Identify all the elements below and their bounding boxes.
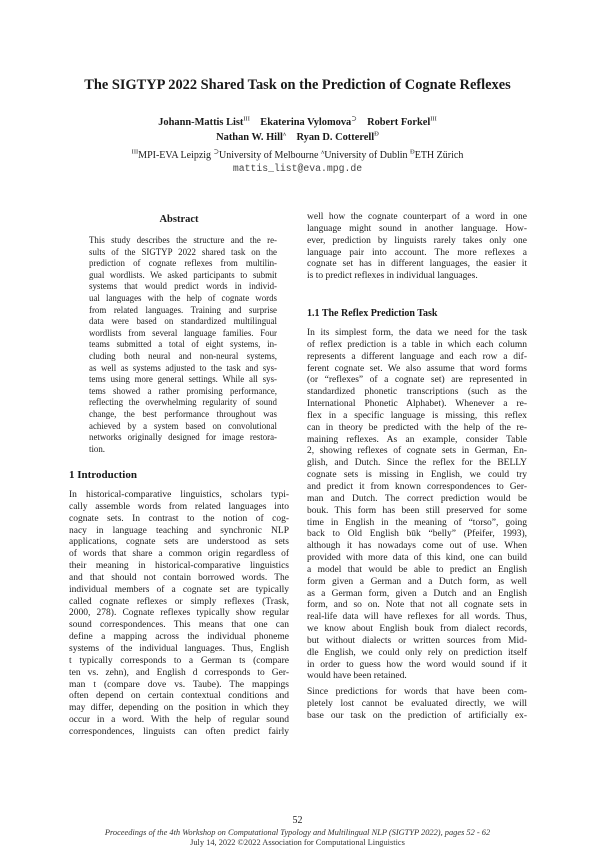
text-line: applications, cognate sets are understood as sets bbox=[69, 537, 289, 548]
text-line: (or “reflexes” of a cognate set) are represented in bbox=[307, 375, 527, 386]
footer-date: July 14, 2022 ©2022 Association for Computational Linguistics bbox=[190, 838, 405, 847]
text-line: In historical-comparative linguistics, scholars typi- bbox=[69, 490, 289, 500]
section-heading-introduction: 1 Introduction bbox=[69, 469, 137, 481]
text-line: can in theory be predicted with the help of the re- bbox=[307, 422, 527, 433]
text-line: ten vs. zehn), and English d corresponds to Ger- bbox=[69, 667, 289, 678]
text-line: change, the best performance throughout was bbox=[89, 408, 277, 419]
text-line: man t (compare dove vs. Taube). The mappings bbox=[69, 679, 289, 690]
text-line: systems of the individual languages. Thus, English bbox=[69, 643, 289, 654]
text-line: cally assemble words from related languages into bbox=[69, 501, 289, 512]
affiliation-name: MPI-EVA Leipzig bbox=[138, 150, 212, 162]
text-line: data were based on standardized multilingual bbox=[89, 316, 277, 327]
text-line: occur in a word. With the help of regular sound bbox=[69, 715, 289, 726]
author-affiliation-mark: III bbox=[430, 116, 437, 123]
text-line: tems showed a rather promising performance, bbox=[89, 385, 277, 396]
affiliation-mark: ⊃ bbox=[213, 149, 219, 156]
text-line: nacy in language teaching and synchronic NLP bbox=[69, 525, 289, 536]
text-line: correspondences, linguists can often predict fairly bbox=[69, 726, 289, 737]
text-line: ferent cognate set. We also assume that word forms bbox=[307, 363, 527, 374]
text-line: and predict it from known correspondences to Ger- bbox=[307, 481, 527, 492]
text-line: would have been retained. bbox=[307, 671, 407, 682]
text-line: cognate sets is missing in English, we could try bbox=[307, 470, 527, 481]
page-number: 52 bbox=[292, 815, 303, 826]
text-line: reflecting the overwhelming regularity of sound bbox=[89, 397, 277, 408]
text-line: sound correspondences. This means that one can bbox=[69, 620, 289, 631]
author-name: Nathan W. Hill bbox=[216, 132, 283, 144]
text-line: may differ, depending on the position in which they bbox=[69, 703, 289, 714]
text-line: is to predict reflexes in individual languages. bbox=[307, 271, 478, 282]
author-affiliation-mark: Ɖ bbox=[374, 131, 379, 138]
subsection-heading-reflex-task: 1.1 The Reflex Prediction Task bbox=[307, 308, 438, 319]
text-line: but without dialects or written sources from Mid- bbox=[307, 635, 527, 646]
affiliation-name: University of Dublin bbox=[324, 150, 408, 162]
affiliation-name: University of Melbourne bbox=[219, 150, 319, 162]
text-line: cognate sets. In contrast to the notion of cog- bbox=[69, 513, 289, 524]
text-line: well how the cognate counterpart of a word in one bbox=[307, 212, 527, 222]
paper-title: The SIGTYP 2022 Shared Task on the Prediction of Cognate Reflexes bbox=[84, 77, 511, 93]
author-affiliation-mark: ʌ bbox=[282, 131, 287, 138]
text-line: In its simplest form, the data we need for the task bbox=[307, 328, 527, 338]
text-line: standardized phonetic transcriptions (such as the bbox=[307, 387, 527, 398]
text-line: called cognate reflexes or simply reflexes (Trask, bbox=[69, 596, 289, 607]
text-line: wordlists from several language families. Four bbox=[89, 327, 277, 338]
contact-email[interactable]: mattis_list@eva.mpg.de bbox=[232, 163, 363, 174]
text-line: tems using more general settings. While all sys- bbox=[89, 374, 277, 385]
author-name: Johann-Mattis List bbox=[158, 117, 244, 129]
right-column-intro-continued bbox=[307, 212, 527, 283]
text-line: their meaning in historical-comparative linguistics bbox=[69, 561, 289, 572]
text-line: real-life data will have reflexes for all words. Thus, bbox=[307, 612, 527, 623]
text-line: a model that would be able to predict an English bbox=[307, 564, 527, 575]
text-line: dle English, we could only rely on prediction itself bbox=[307, 647, 527, 658]
text-line: teams submitted a total of eight systems, in- bbox=[89, 339, 277, 350]
author-affiliation-mark: III bbox=[243, 116, 250, 123]
text-line: t typically corresponds to a German ts (compare bbox=[69, 655, 289, 666]
text-line: 2, showing reflexes of cognate sets in German, En- bbox=[307, 446, 527, 457]
text-line: as well as systems adjusted to the task and sys- bbox=[89, 362, 277, 373]
text-line: from related languages. Training and surprise bbox=[89, 304, 277, 315]
text-line: often depend on certain contextual conditions and bbox=[69, 691, 289, 702]
text-line: flex in a specific language is missing, this reflex bbox=[307, 410, 527, 421]
introduction-body bbox=[69, 490, 289, 739]
text-line: man and Dutch. The correct prediction would be bbox=[307, 493, 527, 504]
text-line: achieved by a system based on convolutional bbox=[89, 420, 277, 431]
text-line: define a mapping across the individual phoneme bbox=[69, 632, 289, 643]
text-line: we know about English bouk from dialect records, bbox=[307, 624, 527, 635]
text-line: provided with more data of this kind, one can build bbox=[307, 553, 527, 564]
text-line: tion. bbox=[89, 443, 106, 454]
text-line: ever, prediction by linguists rarely takes only one bbox=[307, 235, 527, 246]
author-list-2 bbox=[216, 132, 379, 143]
text-line: glish, and Dutch. Since the reflex for the BELLY bbox=[307, 458, 527, 469]
text-line: language might sound in another language. How- bbox=[307, 223, 527, 234]
text-line: cluding both neural and non-neural systems, bbox=[89, 350, 277, 361]
text-line: represents a different language and each row a dif- bbox=[307, 351, 527, 362]
affiliation-mark: Ɖ bbox=[410, 149, 415, 156]
text-line: of words that share a common origin regardless of bbox=[69, 549, 289, 560]
affiliations bbox=[0, 148, 595, 161]
text-line: This study describes the structure and the re- bbox=[89, 235, 277, 245]
text-line: back to Old English būk “belly” (Pfeifer, 1993), bbox=[307, 529, 527, 540]
text-line: and that should not contain borrowed words. The bbox=[69, 572, 289, 583]
text-line: ual languages with the help of cognate words bbox=[89, 292, 277, 303]
text-line: in order to guess how the word would sound if it bbox=[307, 659, 527, 670]
text-line: of reflex prediction is a table in which each column bbox=[307, 339, 527, 350]
text-line: maining reflexes. As an example, consider Table bbox=[307, 434, 527, 445]
affiliation-list bbox=[132, 150, 464, 161]
abstract-heading: Abstract bbox=[159, 214, 199, 225]
text-line: 2000, 278). Cognate reflexes typically show regular bbox=[69, 608, 289, 619]
author-name: Ryan D. Cotterell bbox=[296, 132, 375, 144]
text-line: although it has nowadays come out of use. When bbox=[307, 541, 527, 552]
author-name: Robert Forkel bbox=[367, 117, 431, 129]
text-line: systems that would predict words in individ- bbox=[89, 281, 277, 292]
text-line: language pair into account. The more reflexes a bbox=[307, 247, 527, 258]
affiliation-mark: ʌ bbox=[320, 149, 325, 156]
text-line: gual wordlists. We asked participants to submit bbox=[89, 269, 277, 280]
text-line: Since predictions for words that have been com- bbox=[307, 687, 527, 697]
affiliation-mark: III bbox=[131, 149, 139, 156]
text-line: bouk. This form has been still preserved for some bbox=[307, 505, 527, 516]
text-line: prediction of cognate reflexes from multilin- bbox=[89, 258, 277, 269]
authors-line-1 bbox=[0, 115, 595, 128]
text-line: form, and so on. Note that not all cognate sets in bbox=[307, 600, 527, 611]
text-line: as a German form, given a Dutch and an English bbox=[307, 588, 527, 599]
text-line: form given a German and a Dutch form, as well bbox=[307, 576, 527, 587]
text-line: time in English in the meaning of “torso”, going bbox=[307, 517, 527, 528]
text-line: sults of the SIGTYP 2022 shared task on the bbox=[89, 246, 277, 257]
authors-line-2 bbox=[0, 131, 595, 143]
footer-proceedings: Proceedings of the 4th Workshop on Computational Typology and Multilingual NLP (SIGTYP 2022), pages 52 - 62 bbox=[104, 828, 491, 837]
reflex-task-body-para2 bbox=[307, 687, 527, 723]
text-line: pletely lost cannot be evaluated directly, we will bbox=[307, 698, 527, 709]
author-list-1 bbox=[158, 117, 437, 128]
author-name: Ekaterina Vylomova bbox=[260, 117, 352, 129]
abstract-body bbox=[89, 235, 277, 455]
reflex-task-body bbox=[307, 328, 527, 683]
text-line: networks originally designed for image restora- bbox=[89, 432, 277, 443]
author-affiliation-mark: ⊃ bbox=[351, 116, 357, 123]
affiliation-name: ETH Zürich bbox=[414, 150, 464, 162]
text-line: International Phonetic Alphabet). Whenever a re- bbox=[307, 399, 527, 410]
text-line: cognate set has in different languages, the easier it bbox=[307, 259, 527, 270]
text-line: individual members of a cognate set are typically bbox=[69, 584, 289, 595]
text-line: base our task on the prediction of artificially ex- bbox=[307, 710, 527, 721]
